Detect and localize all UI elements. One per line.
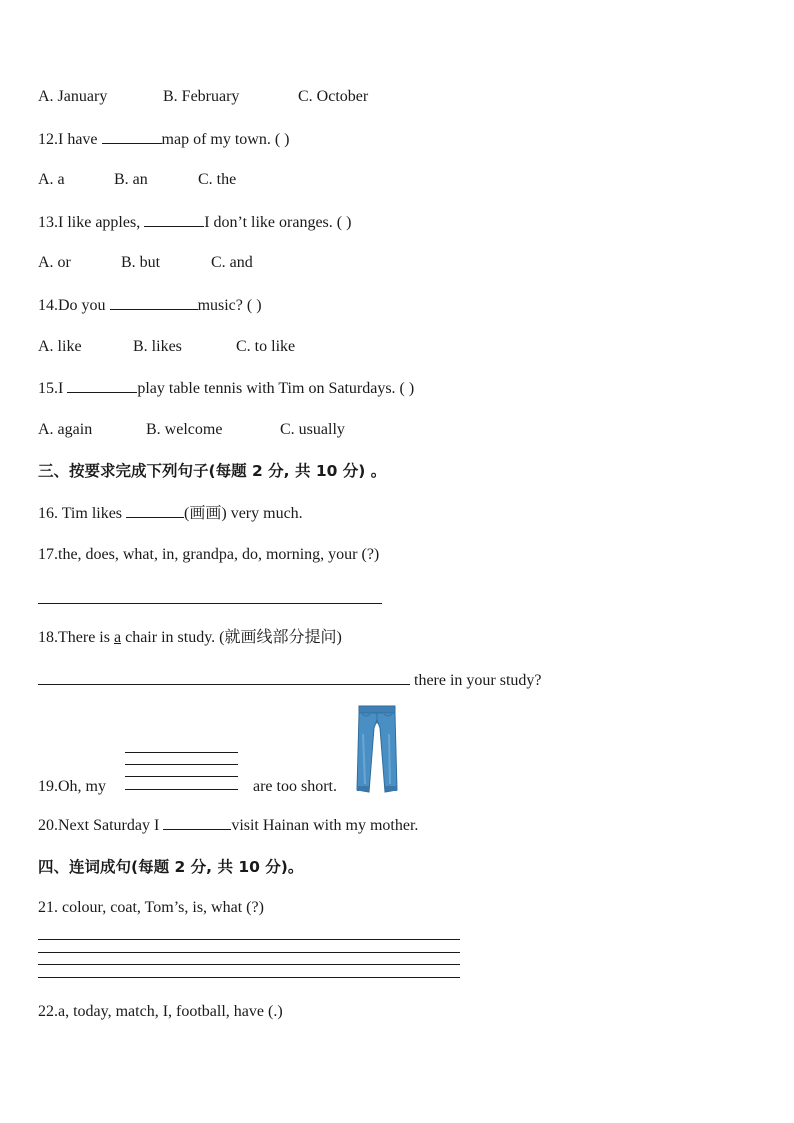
q13-options [38, 253, 253, 273]
q19-text-pre: 19.Oh, my [38, 778, 106, 795]
q18-answer-blank[interactable] [38, 670, 410, 685]
q12-option-a: A. a [38, 171, 65, 188]
q18-text-post: chair in study. (就画线部分提问) [121, 629, 342, 646]
section-3-heading: 三、按要求完成下列句子(每题 2 分, 共 10 分) 。 [38, 462, 387, 480]
q21-writing-line-1[interactable] [38, 939, 460, 940]
q11-option-b: B. February [163, 88, 240, 105]
q14-option-c: C. to like [236, 338, 296, 355]
question-21: 21. colour, coat, Tom’s, is, what (?) [38, 899, 264, 916]
q12-options [38, 170, 236, 190]
question-15 [38, 378, 414, 399]
q11-options [38, 87, 368, 107]
q19-writing-line-2[interactable] [125, 764, 238, 765]
question-18 [38, 628, 342, 648]
q16-text-post: (画画) very much. [184, 505, 303, 522]
q17-answer-line[interactable] [38, 603, 382, 604]
q19-text-post: are too short. [253, 778, 337, 795]
q21-writing-line-2[interactable] [38, 952, 460, 953]
q21-writing-line-3[interactable] [38, 964, 460, 965]
q15-text-pre: 15.I [38, 380, 68, 397]
q19-writing-line-4[interactable] [125, 789, 238, 790]
question-12 [38, 129, 290, 150]
q15-option-c: C. usually [280, 421, 345, 438]
q14-text-pre: 14.Do you [38, 297, 110, 314]
q11-option-a: A. January [38, 88, 108, 105]
q19-writing-line-1[interactable] [125, 752, 238, 753]
q13-option-b: B. but [121, 254, 161, 271]
q16-text-pre: 16. Tim likes [38, 505, 127, 522]
q13-blank[interactable] [144, 212, 204, 227]
jeans-icon [356, 704, 398, 794]
q12-text-post: map of my town. ( ) [161, 131, 290, 148]
q15-option-a: A. again [38, 421, 93, 438]
q13-option-c: C. and [211, 254, 253, 271]
q18-answer-suffix: there in your study? [410, 672, 542, 689]
question-20 [38, 815, 418, 836]
q15-option-b: B. welcome [146, 421, 223, 438]
q20-text-pre: 20.Next Saturday I [38, 817, 164, 834]
q14-options [38, 337, 295, 357]
q14-option-b: B. likes [133, 338, 182, 355]
q15-options [38, 420, 345, 440]
question-13 [38, 212, 351, 233]
q20-text-post: visit Hainan with my mother. [231, 817, 419, 834]
q11-option-c: C. October [298, 88, 369, 105]
question-17: 17.the, does, what, in, grandpa, do, morning, your (?) [38, 546, 380, 563]
q14-option-a: A. like [38, 338, 82, 355]
q12-option-b: B. an [114, 171, 148, 188]
q18-underlined-word: a [113, 629, 122, 646]
q18-answer [38, 670, 542, 691]
q12-option-c: C. the [198, 171, 237, 188]
q21-writing-line-4[interactable] [38, 977, 460, 978]
q13-text-post: I don’t like oranges. ( ) [204, 214, 352, 231]
q18-text-pre: 18.There is [38, 629, 114, 646]
q16-blank[interactable] [126, 503, 184, 518]
question-14 [38, 295, 262, 316]
q13-text-pre: 13.I like apples, [38, 214, 145, 231]
question-22: 22.a, today, match, I, football, have (.) [38, 1003, 283, 1020]
q15-blank[interactable] [67, 378, 137, 393]
q12-blank[interactable] [102, 129, 162, 144]
q20-blank[interactable] [163, 815, 231, 830]
question-16 [38, 503, 303, 524]
q19-writing-line-3[interactable] [125, 776, 238, 777]
section-4-heading: 四、连词成句(每题 2 分, 共 10 分)。 [38, 858, 304, 876]
q12-text-pre: 12.I have [38, 131, 102, 148]
q14-blank[interactable] [110, 295, 198, 310]
q14-text-post: music? ( ) [197, 297, 262, 314]
q13-option-a: A. or [38, 254, 71, 271]
q15-text-post: play table tennis with Tim on Saturdays. ( ) [137, 380, 415, 397]
